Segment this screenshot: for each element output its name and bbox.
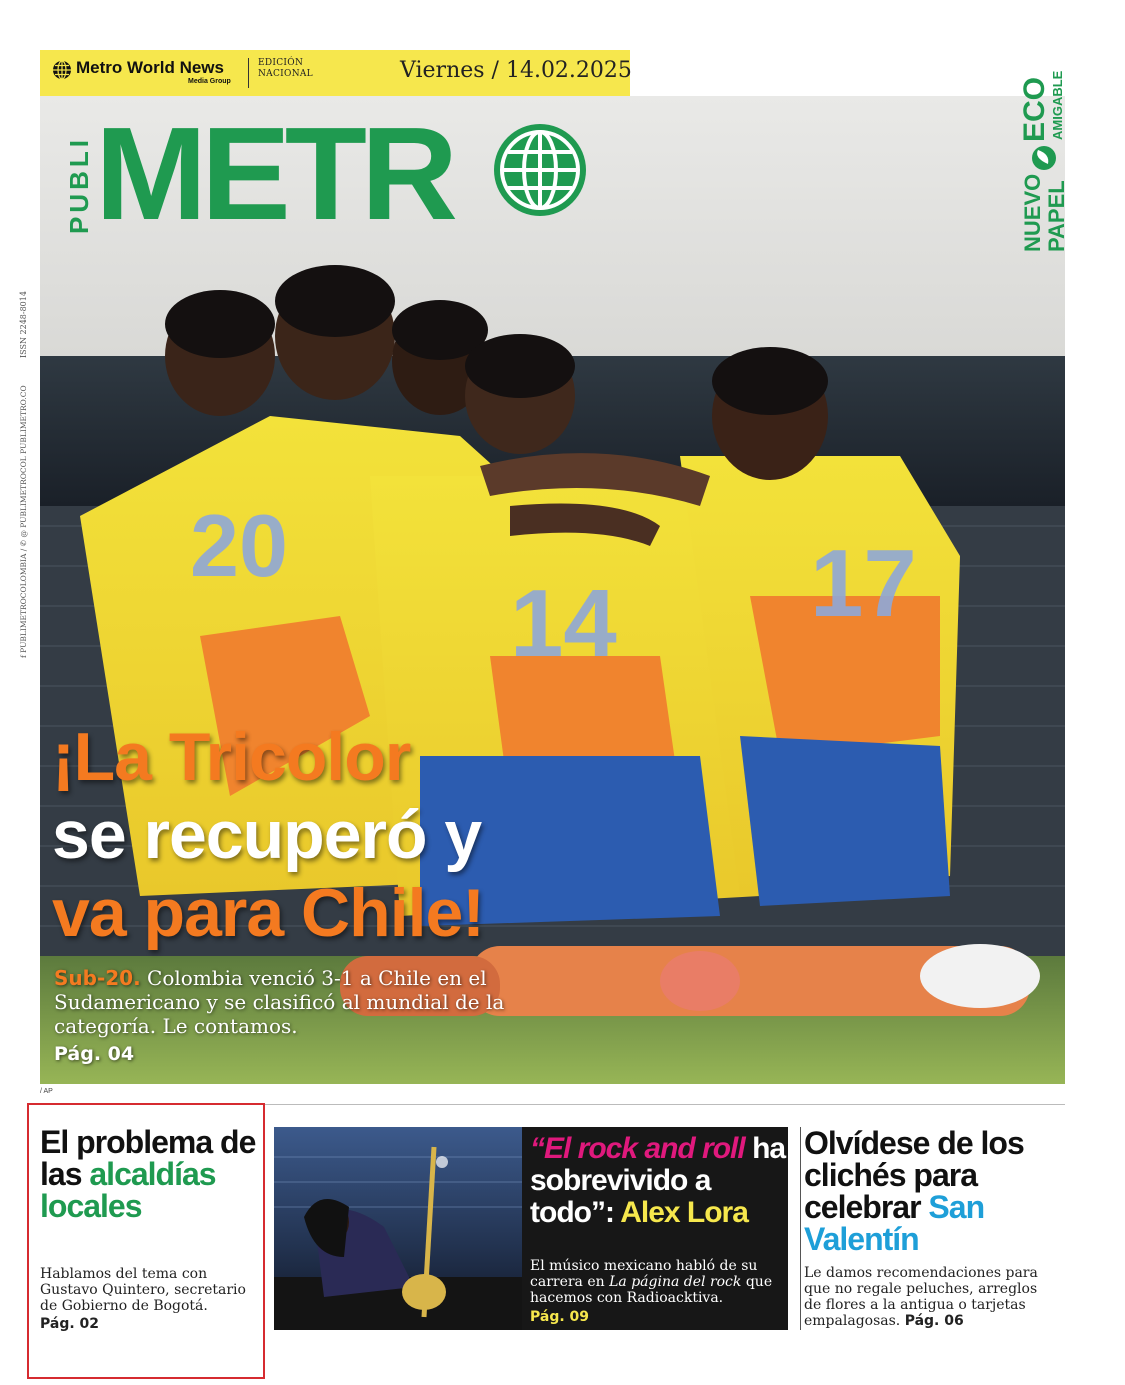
story-1-title-part2: alcaldías locales [40,1156,216,1224]
story-2-title-quote: “El rock and roll [530,1132,745,1165]
headline-line-2: se recuperó y [52,797,482,873]
eco-paper-badge [1018,48,1070,254]
story-1-page-ref: Pág. 02 [40,1316,100,1332]
story-2-page-ref: Pág. 09 [530,1309,590,1325]
edition-label: EDICIÓN NACIONAL [258,58,313,79]
story-3-title[interactable] [804,1127,1054,1255]
story-2-body [530,1258,785,1306]
svg-text:17: 17 [810,530,917,637]
story-2-title[interactable] [530,1133,790,1229]
issn-strip [16,280,30,360]
eco-amigable: AMIGABLE [1050,70,1065,140]
story-1-title[interactable] [40,1126,268,1222]
deck-kicker: Sub-20. [54,966,141,990]
issn-text: ISSN 2248-8014 [19,291,28,358]
masthead-prefix [64,116,94,236]
brand-name: Metro World News [76,58,224,77]
svg-text:20: 20 [190,496,288,595]
eco-line2: PAPEL [1044,180,1069,252]
story-3-body-text: Le damos recomendaciones para que no regale peluches, arreglos de flores a la antigua o tarjetas empalagosas. [804,1265,1038,1329]
svg-text:14: 14 [510,570,617,677]
masthead-prefix-text: PUBLI [64,136,94,234]
story-2-body-italic: La página del rock [609,1274,742,1290]
story-2-body-part2: que hacemos con Radioacktiva. [530,1274,773,1306]
story-3-title-part2: San Valentín [804,1189,985,1257]
story-2-title-name: Alex Lora [620,1196,748,1229]
deck-text: Colombia venció 3-1 a Chile en el Sudamericano y se clasificó al mundial de la categoría. Le contamos. [54,966,505,1038]
story-3-body [804,1265,1054,1329]
masthead-logo: METR [95,100,452,247]
headline-line-1: ¡La Tricolor [52,719,411,795]
story-2-title-mid: ha sobrevivido a todo”: [530,1132,786,1229]
globe-icon [490,120,590,220]
eco-word: ECO [1018,76,1051,142]
story-2-body-part1: El músico mexicano habló de su carrera en [530,1258,758,1290]
story-3-page-ref: Pág. 06 [904,1313,964,1329]
globe-icon [52,60,72,80]
issue-date: Viernes / 14.02.2025 [400,58,632,83]
story-3-divider [800,1127,801,1330]
eco-line1: NUEVO [1020,173,1045,252]
social-text: f PUBLIMETROCOLOMBIA / ✆ @ PUBLIMETROCOL PUBLIMETRO.CO [19,385,28,658]
photo-credit: / AP [40,1088,53,1095]
cover-headline[interactable] [52,718,752,952]
story-2-photo [274,1127,523,1330]
header-divider [248,58,249,88]
social-strip [16,385,30,660]
story-1-body: Hablamos del tema con Gustavo Quintero, secretario de Gobierno de Bogotá. [40,1266,246,1314]
cover-deck [54,966,554,1038]
story-3-title-part1: Olvídese de los clichés para celebrar [804,1125,1024,1225]
headline-line-3: va para Chile! [52,875,484,951]
cover-page-ref: Pág. 04 [54,1043,135,1065]
story-1-title-part1: El problema de las [40,1124,256,1192]
brand-sub: Media Group [188,78,231,85]
